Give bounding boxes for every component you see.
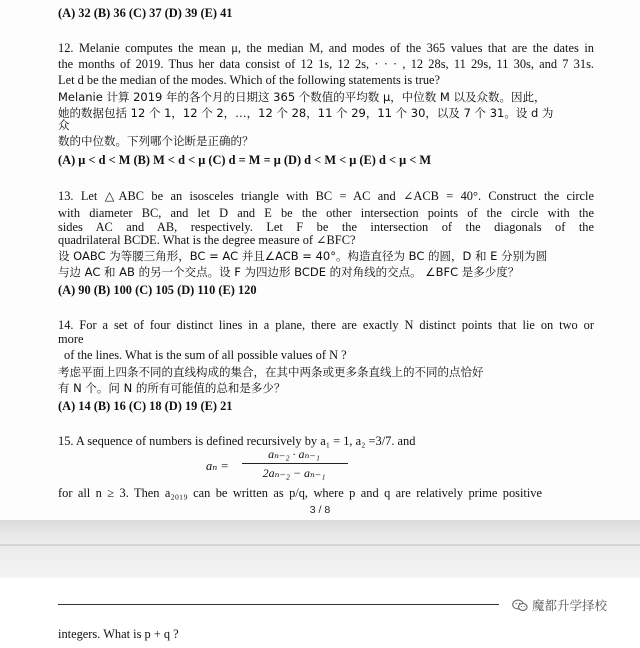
- q12-answer-options: (A) μ < d < M (B) M < d < μ (C) d = M = μ (D) d < M < μ (E) d < μ < M: [58, 153, 432, 167]
- q14-line-1: 14. For a set of four distinct lines in a plane, there are exactly N distinct points that lie on two or: [58, 318, 594, 332]
- q12-zh-line-1: Melanie 计算 2019 年的各个月的日期这 365 个数值的平均数 μ，中位数 M 以及众数。因此，: [58, 90, 546, 104]
- q14-line-3: of the lines. What is the sum of all possible values of N ?: [64, 348, 347, 362]
- q14-answer-options: (A) 14 (B) 16 (C) 18 (D) 19 (E) 21: [58, 399, 233, 413]
- q12-zh-line-2: 她的数据包括 12 个 1，12 个 2，…，12 个 28，11 个 29，11 个 30，以及 7 个 31。设 d 为: [58, 106, 554, 120]
- page-number: 3 / 8: [309, 504, 331, 516]
- q14-line-2: more: [58, 332, 84, 346]
- q15-formula-lhs: aₙ =: [206, 459, 229, 473]
- q15-fraction-denominator: 2aₙ₋₂ − aₙ₋₁: [262, 466, 326, 480]
- q15-fraction-bar: [242, 463, 348, 464]
- q15-line-3: integers. What is p + q ?: [58, 627, 179, 641]
- q12-zh-line-3: 众: [58, 118, 70, 132]
- q12-zh-line-4: 数的中位数。下列哪个论断是正确的？: [58, 134, 254, 148]
- q12-line-2: the months of 2019. Thus her data consist of 12 1s, 12 2s, · · · , 12 28s, 11 29s, 11 30s, and 7 31s.: [58, 57, 594, 71]
- horizontal-rule: [58, 604, 499, 605]
- q13-zh-line-1: 设 OABC 为等腰三角形，BC = AC 并且∠ACB = 40°。构造直径为 BC 的圆，D 和 E 分别为圆: [58, 249, 548, 263]
- q15-line-1: 15. A sequence of numbers is defined recursively by a₁ = 1, a₂ =3/7. and: [58, 434, 416, 448]
- q13-line-4: quadrilateral BCDE. What is the degree measure of ∠BFC?: [58, 233, 356, 247]
- q11-answer-options: (A) 32 (B) 36 (C) 37 (D) 39 (E) 41: [58, 6, 233, 20]
- q13-line-3: sides AC and AB, respectively. Let F be the intersection of the diagonals of the: [58, 220, 594, 234]
- wechat-icon: [512, 599, 528, 612]
- q13-line-2: with diameter BC, and let D and E be the other intersection points of the circle with the: [58, 206, 594, 220]
- q15-fraction-numerator: aₙ₋₂ · aₙ₋₁: [268, 447, 320, 461]
- page-gap: [0, 520, 640, 578]
- q12-line-1: 12. Melanie computes the mean μ, the median M, and modes of the 365 values that are the dates in: [58, 41, 594, 55]
- watermark: [512, 596, 607, 614]
- watermark-text: 魔都升学择校: [532, 598, 608, 613]
- q15-line-2: for all n ≥ 3. Then a₂₀₁₉ can be written as p/q, where p and q are relatively prime positive: [58, 486, 542, 500]
- q13-answer-options: (A) 90 (B) 100 (C) 105 (D) 110 (E) 120: [58, 283, 257, 297]
- q13-line-1: 13. Let △ABC be an isosceles triangle with BC = AC and ∠ACB = 40°. Construct the circle: [58, 189, 594, 203]
- q12-line-3: Let d be the median of the modes. Which of the following statements is true?: [58, 73, 441, 87]
- q15-recursion-fraction: [234, 446, 354, 484]
- q13-zh-line-2: 与边 AC 和 AB 的另一个交点。设 F 为四边形 BCDE 的对角线的交点。 ∠BFC 是多少度？: [58, 265, 520, 279]
- q14-zh-line-2: 有 N 个。问 N 的所有可能值的总和是多少？: [58, 381, 286, 395]
- q14-zh-line-1: 考虑平面上四条不同的直线构成的集合，在其中两条或更多条直线上的不同的点恰好: [58, 365, 484, 379]
